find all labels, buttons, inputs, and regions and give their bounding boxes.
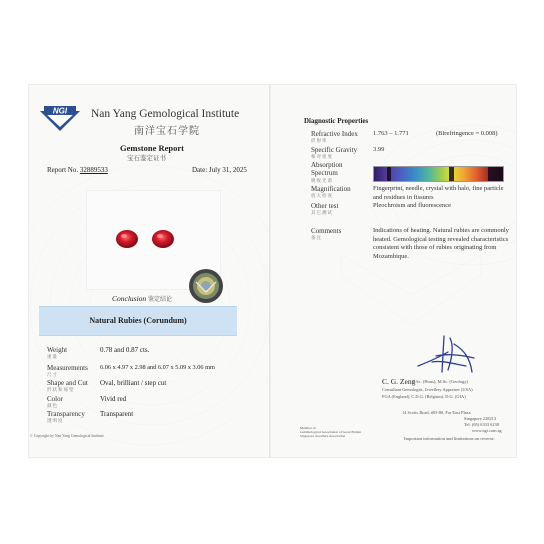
magnification-value: Fingerprint, needle, crystal with halo, fine particle and residues in fissures [373, 185, 504, 201]
sg-value: 3.99 [373, 146, 385, 153]
ri-label: Refractive Index [311, 130, 358, 138]
conclusion-label [112, 294, 172, 303]
gemmologist-signature [414, 332, 484, 378]
footer-note: Important information and limitations on reverse. [404, 436, 495, 441]
absorption-spectrum [373, 166, 504, 182]
comments-value: Indications of heating. Natural rubies are commonly heated. Gemological testing revealed characteristics consistent with those of rubies originating from Mozambique. [373, 227, 509, 260]
measurements-value: 6.06 x 4.97 x 2.98 and 6.07 x 5.09 x 3.06 mm [100, 364, 215, 371]
transparency-label: Transparency [47, 410, 85, 418]
sg-label: Specific Gravity [311, 146, 358, 154]
membership [300, 426, 376, 439]
conclusion-value: Natural Rubies (Corundum) [89, 316, 187, 325]
weight-value: 0.78 and 0.87 cts. [100, 346, 150, 354]
institute-name: Nan Yang Gemological Institute [91, 108, 240, 120]
transparency-label-cn: 透明度 [47, 418, 64, 423]
comments-label: Comments [311, 227, 342, 235]
gemmologist-quals: B.Sc. (Hons), M.Sc. (Geology) [412, 379, 468, 384]
color-label-cn: 颜色 [47, 403, 58, 408]
birefringence-note: (Birefringence = 0.008) [436, 130, 498, 137]
shape-cut-label: Shape and Cut [47, 379, 88, 387]
ri-value: 1.763 – 1.771 [373, 130, 409, 137]
gemmologist-line2: Consultant Gemologist, Jewellery Appraiser (USA) [382, 387, 473, 392]
report-date [192, 166, 247, 174]
ngi-logo [38, 103, 82, 133]
gemmologist-line3: FGA (England), C.D.G. (Belgium), D.G. (GIA) [382, 394, 466, 399]
color-value: Vivid red [100, 395, 127, 403]
address-line1: 14 Scotts Road, #03-80, Far East Plaza [402, 410, 471, 415]
membership-line1: Member of [300, 426, 316, 430]
shape-cut-label-cn: 形状和琢型 [47, 387, 75, 392]
gemmologist-name: C. G. Zeng [382, 377, 416, 386]
spectrum-label: Spectrum [311, 169, 338, 177]
institute-name-cn: 南洋宝石学院 [134, 126, 200, 137]
conclusion-label-en: Conclusion [112, 294, 147, 303]
report-title: Gemstone Report [120, 143, 184, 153]
weight-label-cn: 重量 [47, 354, 58, 359]
transparency-value: Transparent [100, 410, 134, 418]
weight-label: Weight [47, 346, 68, 354]
report-title-cn: 宝石鉴定证书 [127, 155, 166, 162]
membership-line2: Gemmological Association of Great Britain [300, 430, 362, 435]
color-label: Color [47, 395, 63, 403]
sg-label-cn: 相对密度 [311, 154, 333, 159]
other-test-label: Other test [311, 202, 339, 210]
report-number-value: 32889533 [79, 166, 108, 174]
report-date-value: July 31, 2025 [208, 166, 247, 174]
ri-label-cn: 折射率 [311, 138, 328, 143]
report-number [47, 166, 108, 174]
address-line2: Singapore 228213 [464, 416, 497, 421]
shape-cut-value: Oval, brilliant / step cut [100, 379, 167, 387]
right-page [270, 84, 517, 458]
hologram-seal [188, 268, 224, 304]
comments-label-cn: 备注 [311, 235, 322, 240]
measurements-label: Measurements [47, 364, 88, 372]
ruby-stone-2 [152, 230, 174, 248]
conclusion-band [39, 306, 237, 336]
measurements-label-cn: 尺寸 [47, 372, 58, 377]
conclusion-label-cn: 鉴定结论 [148, 297, 173, 303]
copyright: © Copyright by Nan Yang Gemological Institute [30, 434, 104, 438]
other-test-label-cn: 其它测试 [311, 210, 333, 215]
guilloche-background [271, 85, 517, 458]
membership-line3: Singapore Jewellers Association [300, 434, 346, 439]
address-line4: www.ngi.com.sg [472, 428, 502, 433]
absorption-label-cn: 吸收光谱 [311, 178, 333, 183]
report-date-label: Date: [192, 166, 208, 174]
other-test-value: Pleochroism and fluorescence [373, 202, 451, 209]
magnification-label: Magnification [311, 185, 351, 193]
page-crease [269, 84, 271, 458]
diagnostic-title: Diagnostic Properties [304, 117, 369, 125]
address-line3: Tel: (65) 6333 6238 [464, 422, 499, 427]
svg-text:NGI: NGI [52, 106, 68, 116]
absorption-label: Absorption [311, 161, 343, 169]
ruby-stone-1 [116, 230, 138, 248]
magnification-label-cn: 放大检查 [311, 193, 333, 198]
report-number-label: Report No. [47, 166, 79, 174]
